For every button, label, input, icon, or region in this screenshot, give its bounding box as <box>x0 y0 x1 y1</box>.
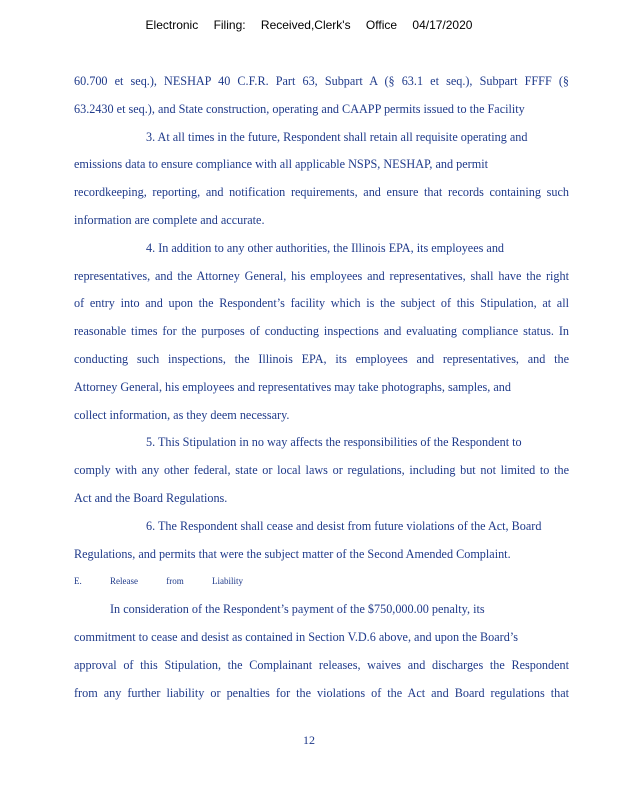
text-line: commitment to cease and desist as contained in Section V.D.6 above, and upon the Board’s <box>74 629 518 644</box>
text-line: from any further liability or penalties for the violations of the Act and Board regulations that <box>74 685 569 700</box>
paragraph-4-start: 4. In addition to any other authorities, the Illinois EPA, its employees and <box>146 240 505 255</box>
header-date: 04/17/2020 <box>412 18 473 32</box>
text-line: 60.700 et seq.), NESHAP 40 C.F.R. Part 63, Subpart A (§ 63.1 et seq.), Subpart FFFF (§ <box>74 74 569 88</box>
text-line: Attorney General, his employees and representatives may take photographs, samples, and <box>74 379 511 394</box>
text-line: comply with any other federal, state or local laws or regulations, including but not limited to the <box>74 463 569 478</box>
header-filing: Filing: <box>213 18 246 32</box>
release-paragraph-start: In consideration of the Respondent’s payment of the $750,000.00 penalty, its <box>110 602 485 617</box>
text-line: Regulations, and permits that were the subject matter of the Second Amended Complaint. <box>74 546 511 561</box>
paragraph-5-start: 5. This Stipulation in no way affects the responsibilities of the Respondent to <box>146 435 522 450</box>
text-line: conducting such inspections, the Illinois EPA, its employees and representatives, and the <box>74 351 569 366</box>
document-body <box>74 68 569 707</box>
text-line: 63.2430 et seq.), and State construction, operating and CAAPP permits issued to the Facility <box>74 101 525 116</box>
text-line: Act and the Board Regulations. <box>74 490 228 505</box>
text-line: collect information, as they deem necessary. <box>74 407 290 422</box>
section-word-from: from <box>166 576 184 587</box>
paragraph-3-start: 3. At all times in the future, Respondent shall retain all requisite operating and <box>146 129 528 144</box>
section-word-liability: Liability <box>211 576 243 587</box>
text-line: recordkeeping, reporting, and notification requirements, and ensure that records containing such <box>74 185 569 200</box>
header-received: Received,Clerk's <box>260 18 351 32</box>
text-line: information are complete and accurate. <box>74 212 265 227</box>
header-office: Office <box>365 18 398 32</box>
filing-header <box>0 18 618 32</box>
section-heading <box>74 568 569 596</box>
text-line: reasonable times for the purposes of conducting inspections and evaluating compliance status. In <box>74 324 569 339</box>
section-letter: E. <box>74 576 82 587</box>
section-word-release: Release <box>110 576 138 587</box>
header-electronic: Electronic <box>145 18 199 32</box>
page-number: 12 <box>303 733 315 747</box>
text-line: emissions data to ensure compliance with all applicable NSPS, NESHAP, and permit <box>74 157 488 172</box>
text-line: approval of this Stipulation, the Complainant releases, waives and discharges the Respondent <box>74 657 569 672</box>
text-line: of entry into and upon the Respondent’s facility which is the subject of this Stipulation, at all <box>74 296 569 311</box>
text-line: representatives, and the Attorney General, his employees and representatives, shall have the right <box>74 268 569 283</box>
paragraph-6-start: 6. The Respondent shall cease and desist from future violations of the Act, Board <box>146 518 542 533</box>
